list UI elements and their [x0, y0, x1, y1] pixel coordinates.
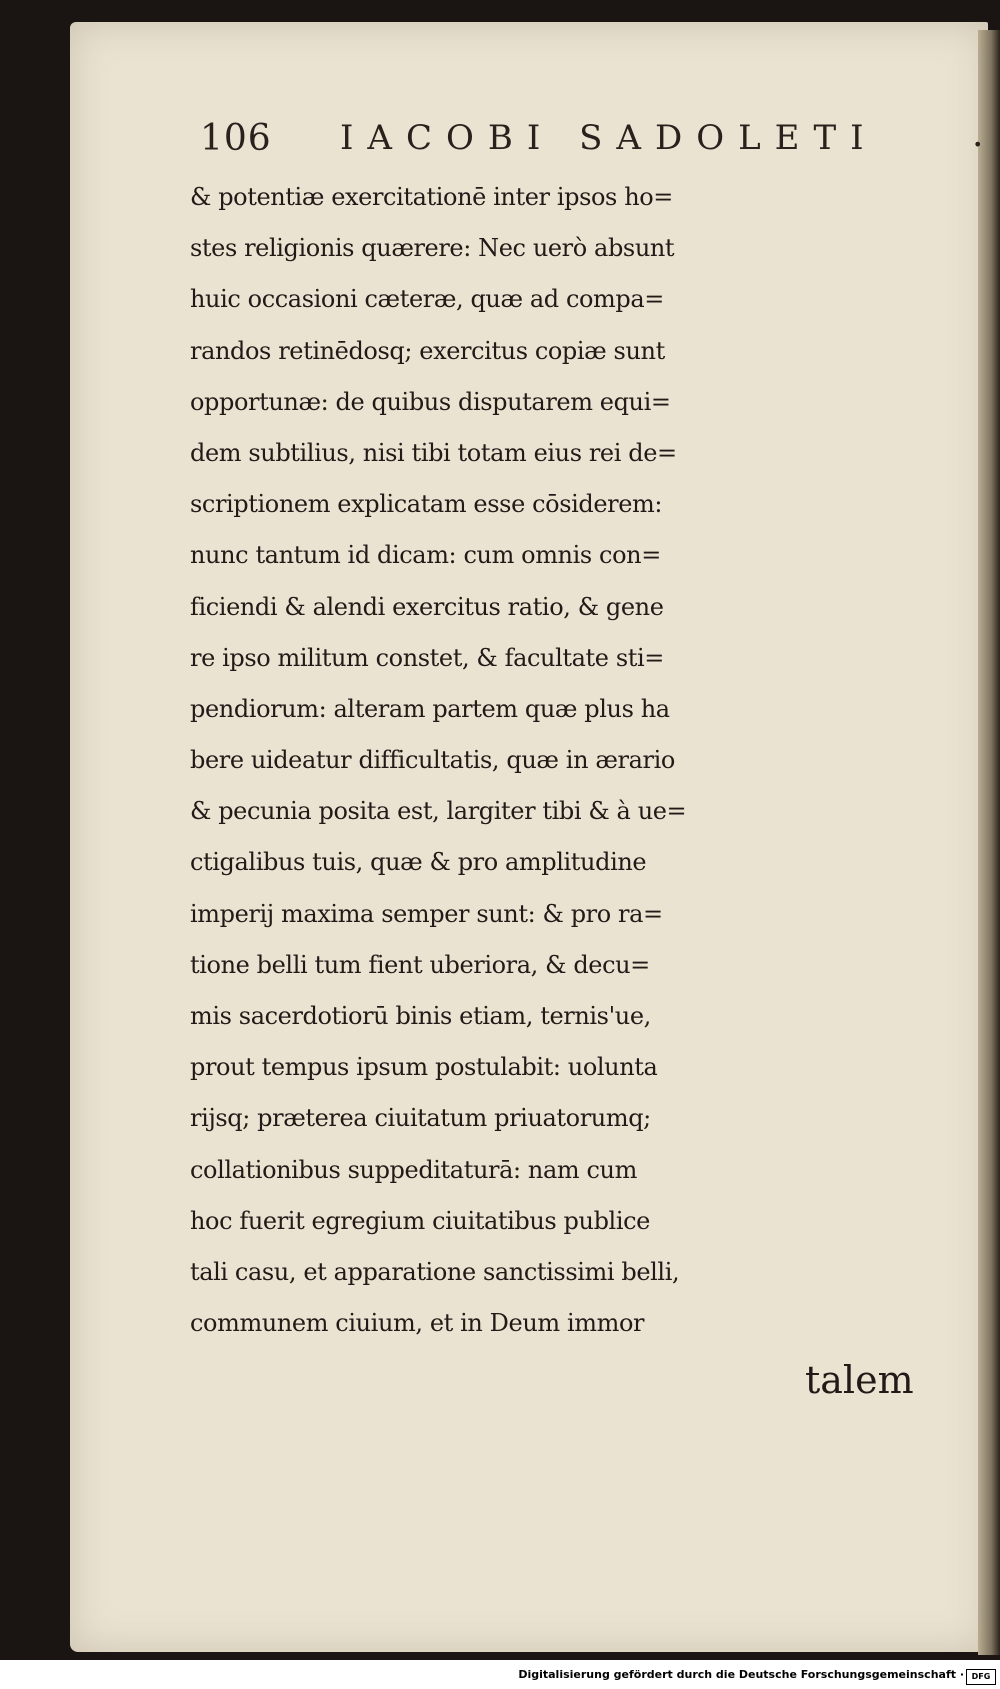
running-title: IACOBI SADOLETI — [340, 118, 878, 158]
text-line: imperij maxima semper sunt: & pro ra= — [190, 899, 663, 928]
text-line: scriptionem explicatam esse cōsiderem: — [190, 490, 663, 519]
body-text — [190, 172, 930, 1349]
text-line: nunc tantum id dicam: cum omnis con= — [190, 541, 661, 570]
text-line: rijsq; præterea ciuitatum priuatorumq; — [190, 1104, 651, 1133]
text-line: collationibus suppeditaturā: nam cum — [190, 1155, 637, 1184]
text-line: communem ciuium, et in Deum immor — [190, 1309, 645, 1338]
text-line: & potentiæ exercitationē inter ipsos ho= — [190, 183, 674, 211]
text-line: tione belli tum fient uberiora, & decu= — [190, 950, 650, 979]
text-line: stes religionis quærere: Nec uerò absunt — [190, 234, 675, 263]
digitization-footer — [0, 1666, 1000, 1689]
text-line: dem subtilius, nisi tibi totam eius rei de= — [190, 438, 677, 467]
text-line: huic occasioni cæteræ, quæ ad compa= — [190, 285, 664, 314]
page-header — [200, 114, 984, 168]
header-dot: . — [972, 114, 984, 155]
text-line: bere uideatur difficultatis, quæ in ærario — [190, 746, 675, 775]
text-line: hoc fuerit egregium ciuitatibus publice — [190, 1206, 650, 1235]
page-edge — [978, 30, 1000, 1655]
catchword: talem — [805, 1358, 914, 1402]
dfg-logo: DFG — [966, 1669, 996, 1685]
text-line: & pecunia posita est, largiter tibi & à ue= — [190, 797, 687, 826]
text-line: tali casu, et apparatione sanctissimi belli, — [190, 1257, 680, 1286]
text-line: re ipso militum constet, & facultate sti= — [190, 643, 664, 672]
funding-credit: Digitalisierung gefördert durch die Deutsche Forschungsgemeinschaft · — [518, 1668, 964, 1681]
text-line: ficiendi & alendi exercitus ratio, & gene — [190, 592, 664, 621]
text-line: prout tempus ipsum postulabit: uolunta — [190, 1053, 658, 1082]
text-line: opportunæ: de quibus disputarem equi= — [190, 387, 671, 416]
text-line: randos retinēdosq; exercitus copiæ sunt — [190, 336, 665, 365]
text-line: pendiorum: alteram partem quæ plus ha — [190, 694, 670, 723]
page-number: 106 — [200, 118, 272, 159]
text-line: mis sacerdotiorū binis etiam, ternis'ue, — [190, 1002, 651, 1030]
text-line: ctigalibus tuis, quæ & pro amplitudine — [190, 848, 647, 877]
